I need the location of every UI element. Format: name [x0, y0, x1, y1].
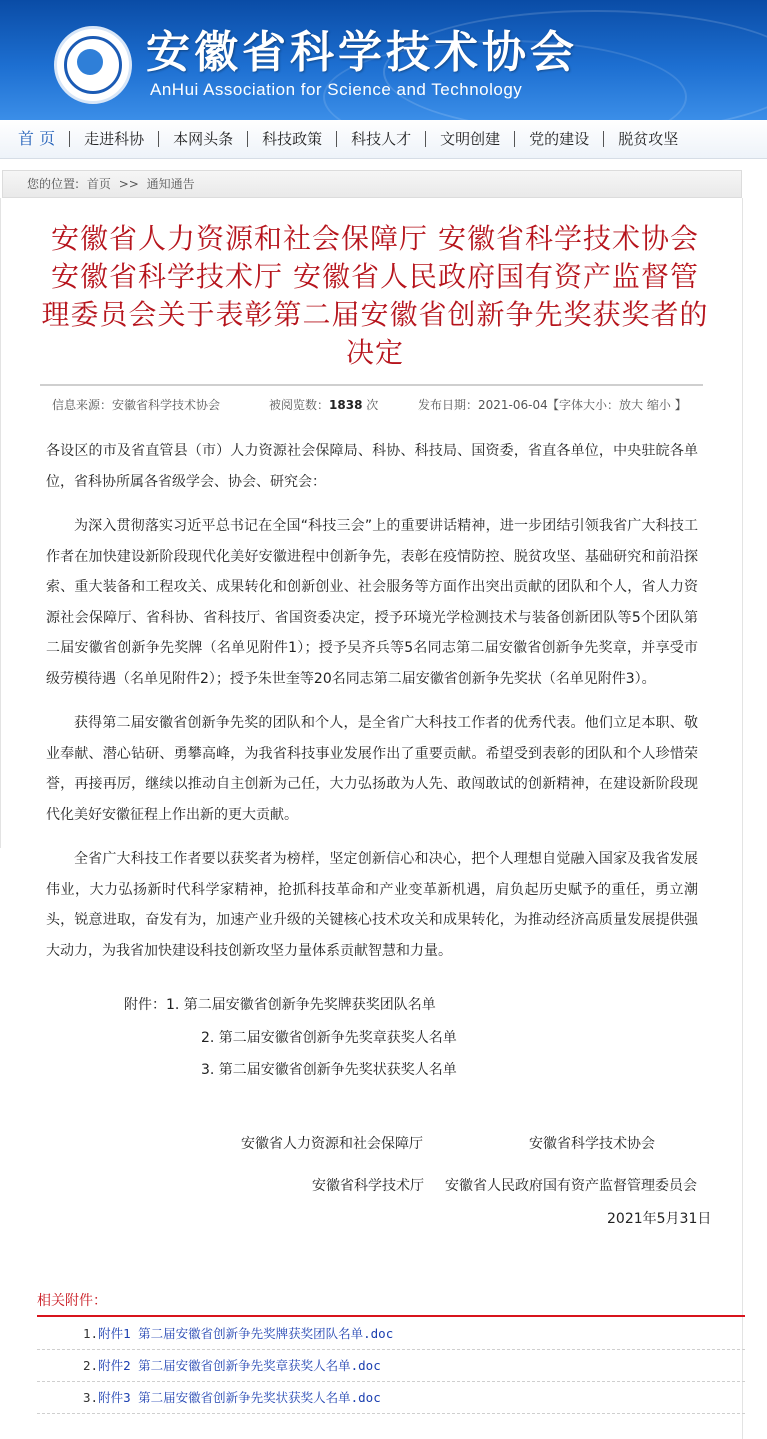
paragraph-gap	[46, 694, 698, 708]
association-logo-icon[interactable]	[54, 26, 132, 104]
nav-item-talent[interactable]: 科技人才	[351, 130, 412, 148]
attachment-line-3: 3. 第二届安徽省创新争先奖状获奖人名单	[201, 1062, 457, 1078]
related-attachment-item	[37, 1382, 745, 1414]
paragraph-gap	[46, 830, 698, 844]
nav-item-party[interactable]: 党的建设	[529, 130, 590, 148]
attachment-line-2: 2. 第二届安徽省创新争先奖章获奖人名单	[201, 1030, 457, 1046]
related-item-number: 3.	[83, 1390, 99, 1405]
title-divider	[40, 384, 703, 386]
font-size-label: 【字体大小：	[547, 398, 620, 412]
content-border-right	[742, 198, 743, 1439]
paragraph-gap	[46, 497, 698, 511]
site-title: 安徽省科学技术协会	[146, 27, 578, 78]
logo-core	[77, 49, 103, 75]
article-meta	[40, 396, 700, 416]
breadcrumb-separator: >>	[118, 177, 139, 191]
related-attachment-item	[37, 1318, 745, 1350]
sign-date: 2021年5月31日	[607, 1211, 712, 1227]
nav-item-poverty[interactable]: 脱贫攻坚	[618, 130, 679, 148]
nav-item-headlines[interactable]: 本网头条	[173, 130, 234, 148]
site-banner	[0, 0, 767, 120]
content-border-left	[0, 198, 1, 848]
nav-item-home[interactable]: 首 页	[18, 129, 56, 148]
meta-views-unit: 次	[366, 398, 379, 412]
related-attachments-heading: 相关附件：	[37, 1293, 107, 1309]
meta-views-count: 1838	[329, 398, 363, 412]
body-paragraph: 为深入贯彻落实习近平总书记在全国“科技三会”上的重要讲话精神，进一步团结引领我省广大科技工作者在加快建设新阶段现代化美好安徽进程中创新争先，表彰在疫情防控、脱贫攻坚、基础研究和前沿探索、重大装备和工程攻关、成果转化和创新创业、社会服务等方面作出突出贡献的团队和个人，省人力资源社会保障厅、省科协、省科技厅、省国资委决定，授予环境光学检测技术与装备创新团队等5个团队第二届安徽省创新争先奖牌（名单见附件1）；授予吴齐兵等5名同志第二届安徽省创新争先奖章，并享受市级劳模待遇（名单见附件2）；授予朱世奎等20名同志第二届安徽省创新争先奖状（名单见附件3）。	[46, 518, 698, 687]
body-paragraph: 全省广大科技工作者要以获奖者为榜样，坚定创新信心和决心，把个人理想自觉融入国家及我省发展伟业，大力弘扬新时代科学家精神，抢抓科技革命和产业变革新机遇，肩负起历史赋予的重任，勇立潮头，锐意进取，奋发有为，加速产业升级的关键核心技术攻关和成果转化，为推动经济高质量发展提供强大动力，为我省加快建设科技创新攻坚力量体系贡献智慧和力量。	[46, 851, 698, 959]
nav-item-policy[interactable]: 科技政策	[262, 130, 323, 148]
nav-item-civilization[interactable]: 文明创建	[440, 130, 501, 148]
main-nav	[0, 120, 767, 159]
related-attachment-link[interactable]: 附件3 第二届安徽省创新争先奖状获奖人名单.doc	[98, 1390, 381, 1405]
signer-cast: 安徽省科学技术协会	[529, 1136, 655, 1152]
article-title: 安徽省人力资源和社会保障厅 安徽省科学技术协会 安徽省科学技术厅 安徽省人民政府国有资产监督管理委员会关于表彰第二届安徽省创新争先奖获奖者的决定	[41, 222, 709, 369]
site-subtitle: AnHui Association for Science and Technology	[150, 80, 523, 99]
meta-source: 信息来源：安徽省科学技术协会	[52, 398, 221, 412]
breadcrumb	[2, 170, 742, 198]
signer-sasac: 安徽省人民政府国有资产监督管理委员会	[445, 1178, 697, 1194]
meta-font-size	[547, 396, 687, 413]
body-paragraph: 获得第二届安徽省创新争先奖的团队和个人，是全省广大科技工作者的优秀代表。他们立足本职、敬业奉献、潜心钻研、勇攀高峰，为我省科技事业发展作出了重要贡献。希望受到表彰的团队和个人珍惜荣誉，再接再厉，继续以推动自主创新为己任，大力弘扬敢为人先、敢闯敢试的创新精神，在建设新阶段现代化美好安徽征程上作出新的更大贡献。	[46, 715, 698, 823]
attachment-line-1: 附件：1. 第二届安徽省创新争先奖牌获奖团队名单	[124, 997, 436, 1013]
breadcrumb-current-link[interactable]: 通知通告	[146, 177, 195, 191]
breadcrumb-home-link[interactable]: 首页	[86, 177, 111, 191]
nav-item-about[interactable]: 走进科协	[84, 130, 145, 148]
related-item-number: 1.	[83, 1326, 99, 1341]
article-body	[46, 436, 698, 966]
breadcrumb-label: 您的位置:	[27, 177, 80, 191]
font-shrink-link[interactable]: 缩小	[646, 398, 671, 412]
meta-date: 发布日期：2021-06-04	[418, 398, 548, 412]
meta-views	[269, 396, 378, 413]
related-item-number: 2.	[83, 1358, 99, 1373]
meta-views-label: 被阅览数：	[269, 398, 330, 412]
related-attachment-item	[37, 1350, 745, 1382]
signer-kjt: 安徽省科学技术厅	[312, 1178, 424, 1194]
signer-hrss: 安徽省人力资源和社会保障厅	[241, 1136, 423, 1152]
related-divider	[37, 1315, 745, 1317]
font-enlarge-link[interactable]: 放大	[619, 398, 644, 412]
related-attachment-link[interactable]: 附件1 第二届安徽省创新争先奖牌获奖团队名单.doc	[98, 1326, 394, 1341]
font-size-end: 】	[674, 398, 687, 412]
related-attachment-link[interactable]: 附件2 第二届安徽省创新争先奖章获奖人名单.doc	[98, 1358, 381, 1373]
body-paragraph-recipients: 各设区的市及省直管县（市）人力资源社会保障局、科协、科技局、国资委，省直各单位，中央驻皖各单位，省科协所属各省级学会、协会、研究会：	[46, 443, 698, 490]
